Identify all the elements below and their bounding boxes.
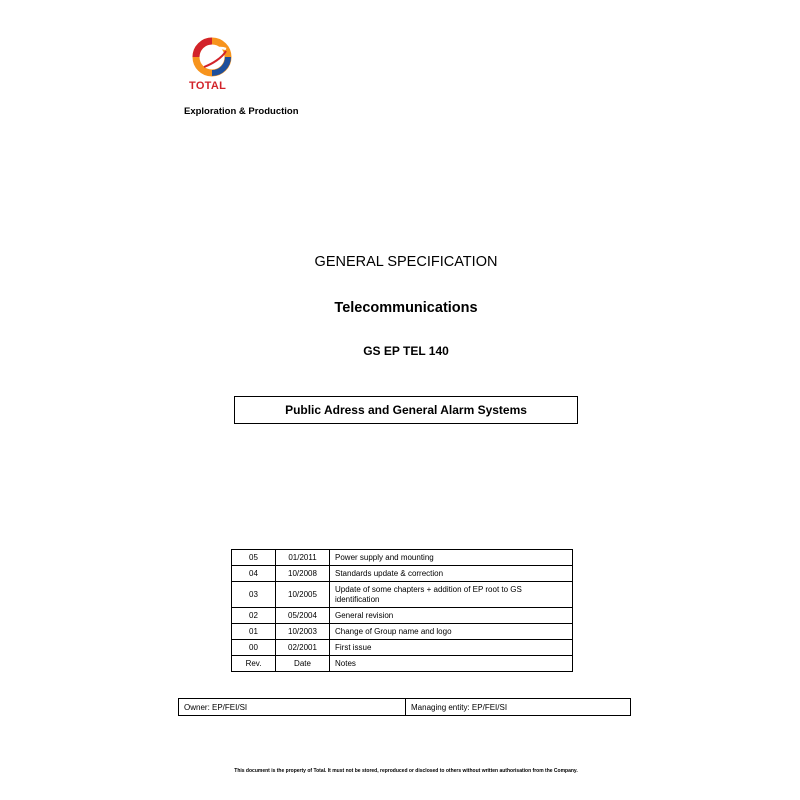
- total-logo-icon: [188, 34, 236, 80]
- date-cell: 05/2004: [276, 608, 330, 624]
- notes-header: Notes: [330, 656, 573, 672]
- document-title-box: [234, 396, 578, 424]
- rev-cell: 00: [232, 640, 276, 656]
- date-cell: 01/2011: [276, 550, 330, 566]
- notes-cell: Update of some chapters + addition of EP root to GS identification: [330, 582, 573, 608]
- rev-header: Rev.: [232, 656, 276, 672]
- logo-wordmark: TOTAL: [189, 80, 227, 92]
- notes-cell: First issue: [330, 640, 573, 656]
- revision-table: [231, 549, 573, 672]
- table-row: [232, 640, 573, 656]
- confidentiality-notice: This document is the property of Total. It must not be stored, reproduced or disclosed to others without written authorisation from the Company.: [234, 768, 578, 774]
- rev-cell: 04: [232, 566, 276, 582]
- document-title: Public Adress and General Alarm Systems: [285, 403, 527, 417]
- notes-cell: General revision: [330, 608, 573, 624]
- table-row: [232, 582, 573, 608]
- rev-cell: 01: [232, 624, 276, 640]
- notes-cell: Power supply and mounting: [330, 550, 573, 566]
- table-row: [232, 550, 573, 566]
- owner-field: Owner: EP/FEI/SI: [179, 699, 406, 715]
- date-cell: 02/2001: [276, 640, 330, 656]
- rev-cell: 02: [232, 608, 276, 624]
- rev-cell: 05: [232, 550, 276, 566]
- document-number: GS EP TEL 140: [363, 344, 449, 358]
- division-label: Exploration & Production: [184, 106, 299, 117]
- date-cell: 10/2008: [276, 566, 330, 582]
- rev-cell: 03: [232, 582, 276, 608]
- date-cell: 10/2005: [276, 582, 330, 608]
- table-row: [232, 566, 573, 582]
- table-row: [232, 624, 573, 640]
- notes-cell: Standards update & correction: [330, 566, 573, 582]
- document-subject: Telecommunications: [334, 300, 478, 316]
- managing-entity-field: Managing entity: EP/FEI/SI: [411, 702, 508, 712]
- notes-cell: Change of Group name and logo: [330, 624, 573, 640]
- table-row: [232, 608, 573, 624]
- ownership-box: [178, 698, 631, 716]
- table-header-row: [232, 656, 573, 672]
- document-type: GENERAL SPECIFICATION: [314, 254, 498, 270]
- date-header: Date: [276, 656, 330, 672]
- date-cell: 10/2003: [276, 624, 330, 640]
